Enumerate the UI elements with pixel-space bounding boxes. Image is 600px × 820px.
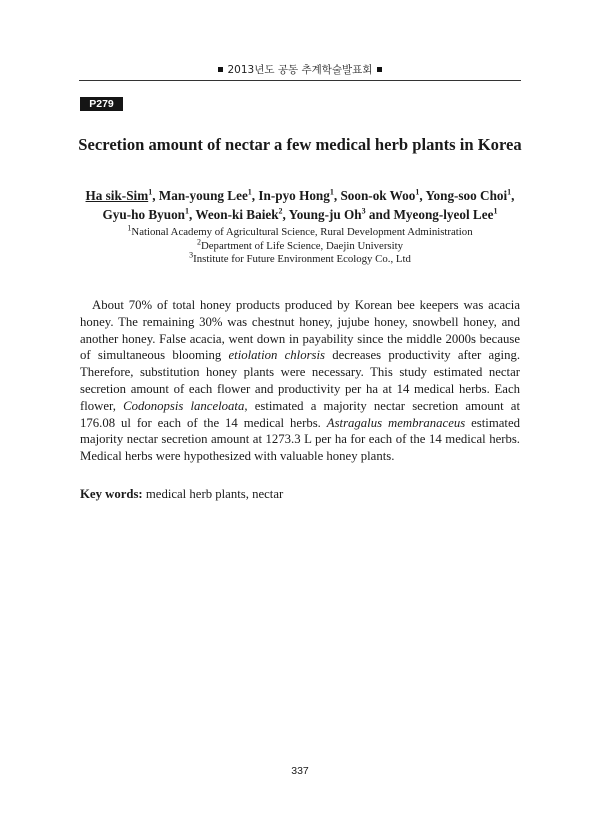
author-list [60, 186, 540, 224]
author-separator: , [333, 188, 341, 203]
running-header-text: 2013년도 공동 추계학술발표회 [227, 64, 373, 76]
author-name: Young-ju Oh [288, 207, 362, 222]
author-name: Man-young Lee [158, 188, 248, 203]
affiliation-line [60, 223, 540, 240]
keywords-label: Key words: [80, 487, 143, 501]
author-separator: , [251, 188, 259, 203]
page-number: 337 [291, 765, 309, 777]
affiliation-list [60, 223, 540, 267]
author-name: Myeong-lyeol Lee [393, 207, 494, 222]
abstract-italic-term: Codonopsis lanceloata [123, 398, 245, 413]
abstract-italic-term: Astragalus membranaceus [326, 415, 466, 430]
affiliation-line [60, 250, 540, 267]
author-separator: , [282, 207, 289, 222]
abstract-text: decreases productivity after aging. Therefore, substitution honey plants were necessary. This study estimated nectar secretion amount of each flower and productivity per ha at 14 medical herbs. Each flower, [80, 348, 521, 413]
author-separator: , [511, 188, 515, 203]
author-name: Ha sik-Sim [85, 188, 149, 203]
author-affil-mark: 3 [361, 206, 366, 216]
author-affil-mark: 1 [148, 187, 153, 197]
author-affil-mark: 1 [185, 206, 190, 216]
affiliation-text: Department of Life Science, Daejin University [200, 239, 404, 252]
author-affil-mark: 1 [415, 187, 420, 197]
square-bullet-icon [218, 67, 223, 72]
author-name: Gyu-ho Byuon [102, 207, 186, 222]
affiliation-mark: 1 [127, 223, 132, 233]
author-affil-mark: 1 [507, 187, 512, 197]
keywords-line [80, 487, 520, 502]
abstract-italic-term: etiolation chlorsis [228, 348, 326, 363]
author-name: Yong-soo Choi [425, 188, 508, 203]
author-name: In-pyo Hong [258, 188, 330, 203]
author-affil-mark: 1 [493, 206, 498, 216]
author-separator: and [365, 207, 394, 222]
square-bullet-icon [377, 67, 382, 72]
author-name: Weon-ki Baiek [195, 207, 279, 222]
author-separator: , [152, 188, 159, 203]
author-separator: , [189, 207, 196, 222]
running-header [79, 62, 521, 77]
affiliation-text: Institute for Future Environment Ecology Co., Ltd [193, 253, 411, 266]
keywords-text: medical herb plants, nectar [142, 487, 284, 501]
author-affil-mark: 1 [329, 187, 334, 197]
abstract-text: , estimated a majority nectar secretion amount at 176.08 ul for each of the 14 medical herbs. [80, 398, 521, 430]
author-separator: , [419, 188, 426, 203]
paper-title: Secretion amount of nectar a few medical herb plants in Korea [78, 135, 522, 154]
affiliation-text: National Academy of Agricultural Science, Rural Development Administration [131, 226, 473, 238]
affiliation-mark: 2 [196, 237, 201, 246]
header-rule [79, 80, 521, 81]
author-affil-mark: 1 [247, 187, 252, 197]
affiliation-line [60, 237, 540, 254]
author-name: Soon-ok Woo [340, 188, 416, 203]
author-affil-mark: 2 [278, 206, 283, 216]
abstract-text: estimated majority nectar secretion amount at 1273.3 L per ha for each of the 14 medical herbs. Medical herbs were hypothesized with valuable honey plants. [80, 415, 521, 464]
abstract-paragraph [80, 297, 520, 465]
poster-number-badge: P279 [80, 97, 123, 111]
abstract-text: About 70% of total honey products produced by Korean bee keepers was acacia honey. The remaining 30% was chestnut honey, jujube honey, snowbell honey, and another honey. False acacia, went down in payability since the middle 2000s because of simultaneous blooming [80, 298, 520, 363]
affiliation-mark: 3 [189, 250, 194, 260]
